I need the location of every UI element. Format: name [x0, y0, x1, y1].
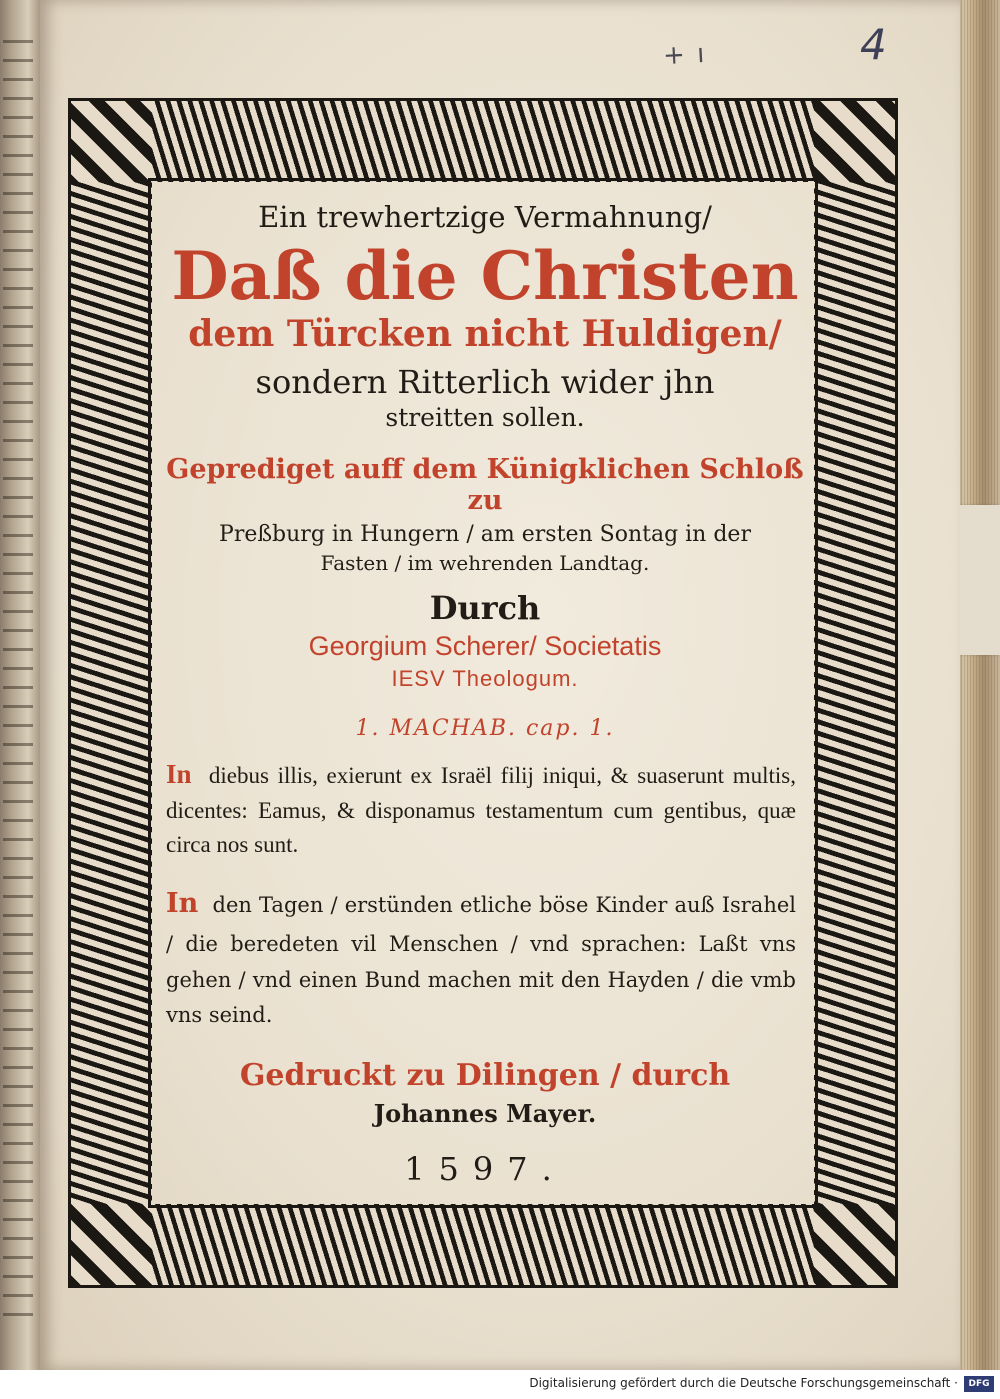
title-line-4: sondern Ritterlich wider jhn: [255, 362, 715, 401]
latin-initial: In: [166, 758, 192, 789]
digitization-footer: [0, 1370, 1000, 1399]
latin-verse-text: diebus illis, exierunt ex Israël filij iniqui, & suaserunt multis, dicentes: Eamus, & disponamus testamentum cum gentibus, quæ circa nos sunt.: [166, 762, 796, 857]
author-durch: Durch: [429, 588, 541, 627]
author-title: IESV Theologum.: [391, 665, 579, 691]
title-text-block: [160, 190, 810, 1200]
title-main-heading: Daß die Christen: [171, 237, 799, 315]
title-line-3: dem Türcken nicht Huldigen/: [188, 312, 782, 355]
facing-page-text-lines: [3, 40, 33, 1320]
book-fore-edge: [958, 0, 1000, 1370]
latin-verse: [166, 755, 796, 862]
funding-credit: Digitalisierung gefördert durch die Deutsche Forschungsgemeinschaft ·: [529, 1376, 958, 1390]
bible-citation: 1. MACHAB. cap. 1.: [355, 715, 615, 741]
publication-year: 1597.: [404, 1150, 566, 1189]
folio-number: 4: [860, 20, 887, 69]
title-line-5: streitten sollen.: [385, 402, 585, 432]
german-verse-text: den Tagen / erstünden etliche böse Kinder auß Israhel / die beredeten vil Menschen / vnd sprachen: Laßt vns gehen / vnd einen Bund machen mit den Hayden / die vmb vns seind.: [166, 893, 796, 1028]
german-initial: In: [166, 888, 199, 920]
imprint-line-1: Gedruckt zu Dilingen / durch: [239, 1058, 731, 1094]
german-verse: [166, 881, 796, 1034]
facing-page-edge: [0, 0, 40, 1399]
shelfmark-annotation: + ı: [662, 38, 708, 72]
author-name: Georgium Scherer/ Societatis: [308, 630, 662, 661]
sermon-line-3: Fasten / im wehrenden Landtag.: [320, 550, 650, 575]
imprint-line-2: Johannes Mayer.: [373, 1099, 597, 1129]
sermon-line-1: Geprediget auff dem Künigklichen Schloß zu: [166, 453, 804, 516]
dfg-logo-icon: DFG: [964, 1376, 994, 1392]
title-line-1: Ein trewhertzige Vermahnung/: [258, 200, 712, 234]
sermon-line-2: Preßburg in Hungern / am ersten Sontag in der: [219, 521, 751, 547]
